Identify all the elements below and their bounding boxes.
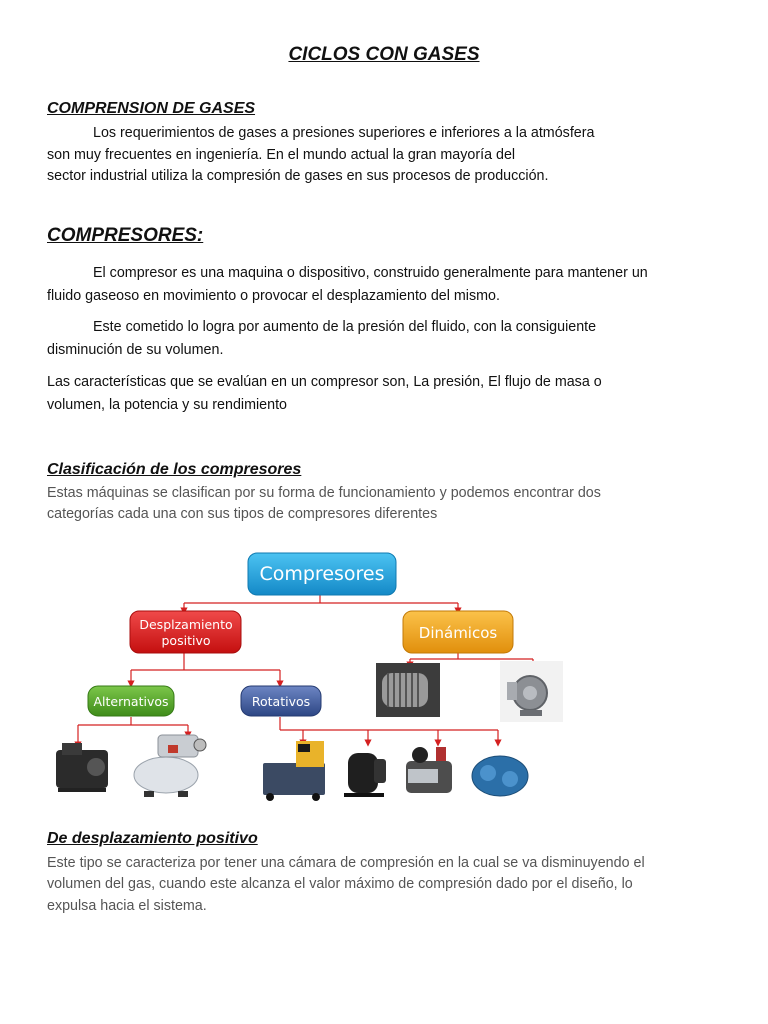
vane-compressor-image (406, 747, 452, 793)
portable-air-compressor-image (134, 735, 206, 797)
svg-text:Dinámicos: Dinámicos (418, 624, 498, 642)
diagram-node-desplazamiento-positivo (130, 611, 241, 653)
paragraph-line: disminución de su volumen. (47, 342, 224, 358)
scroll-compressor-image (344, 753, 386, 797)
paragraph-line: volumen, la potencia y su rendimiento (47, 397, 288, 413)
paragraph-line: Las características que se evalúan en un compresor son, La presión, El flujo de masa o (47, 374, 602, 390)
page-title: CICLOS CON GASES (288, 44, 480, 65)
diagram-node-alternativos (88, 686, 174, 716)
axial-compressor-image (376, 663, 440, 717)
diagram-node-compresores (248, 553, 396, 595)
section-heading-compresores: COMPRESORES: (47, 225, 204, 246)
diagram-node-dinamicos (403, 611, 513, 653)
svg-text:positivo: positivo (161, 633, 211, 648)
paragraph-line: El compresor es una maquina o dispositivo, construido generalmente para mantener un (93, 265, 648, 281)
paragraph-line: volumen del gas, cuando este alcanza el valor máximo de compresión dado por el diseño, lo (47, 876, 633, 892)
piston-compressor-image (56, 743, 108, 792)
centrifugal-blower-image (500, 661, 563, 722)
section-heading-clasificacion: Clasificación de los compresores (47, 461, 302, 478)
node-label-root: Compresores (259, 563, 385, 585)
svg-text:Alternativos: Alternativos (93, 694, 169, 709)
paragraph-line: Este tipo se caracteriza por tener una cámara de compresión en la cual se va disminuyendo el (47, 855, 645, 871)
paragraph-line: Estas máquinas se clasifican por su forma de funcionamiento y podemos encontrar dos (47, 485, 601, 501)
compressor-classification-diagram (48, 545, 578, 807)
svg-text:Desplzamiento: Desplzamiento (139, 617, 233, 632)
paragraph-line: Los requerimientos de gases a presiones superiores e inferiores a la atmósfera (93, 125, 595, 141)
paragraph-line: categorías cada una con sus tipos de compresores diferentes (47, 506, 438, 522)
paragraph-line: son muy frecuentes en ingeniería. En el mundo actual la gran mayoría del (47, 147, 516, 163)
section-heading-compresion: COMPRENSION DE GASES (47, 100, 256, 117)
paragraph-line: Este cometido lo logra por aumento de la presión del fluido, con la consiguiente (93, 319, 597, 335)
diagram-node-rotativos (241, 686, 321, 716)
paragraph-line: sector industrial utiliza la compresión de gases en sus procesos de producción. (47, 168, 549, 184)
svg-text:Rotativos: Rotativos (251, 694, 311, 709)
lobe-compressor-image (472, 756, 528, 796)
paragraph-line: fluido gaseoso en movimiento o provocar el desplazamiento del mismo. (47, 288, 500, 304)
screw-compressor-image (263, 741, 325, 801)
paragraph-line: expulsa hacia el sistema. (47, 898, 207, 914)
section-heading-desplazamiento: De desplazamiento positivo (47, 830, 258, 847)
